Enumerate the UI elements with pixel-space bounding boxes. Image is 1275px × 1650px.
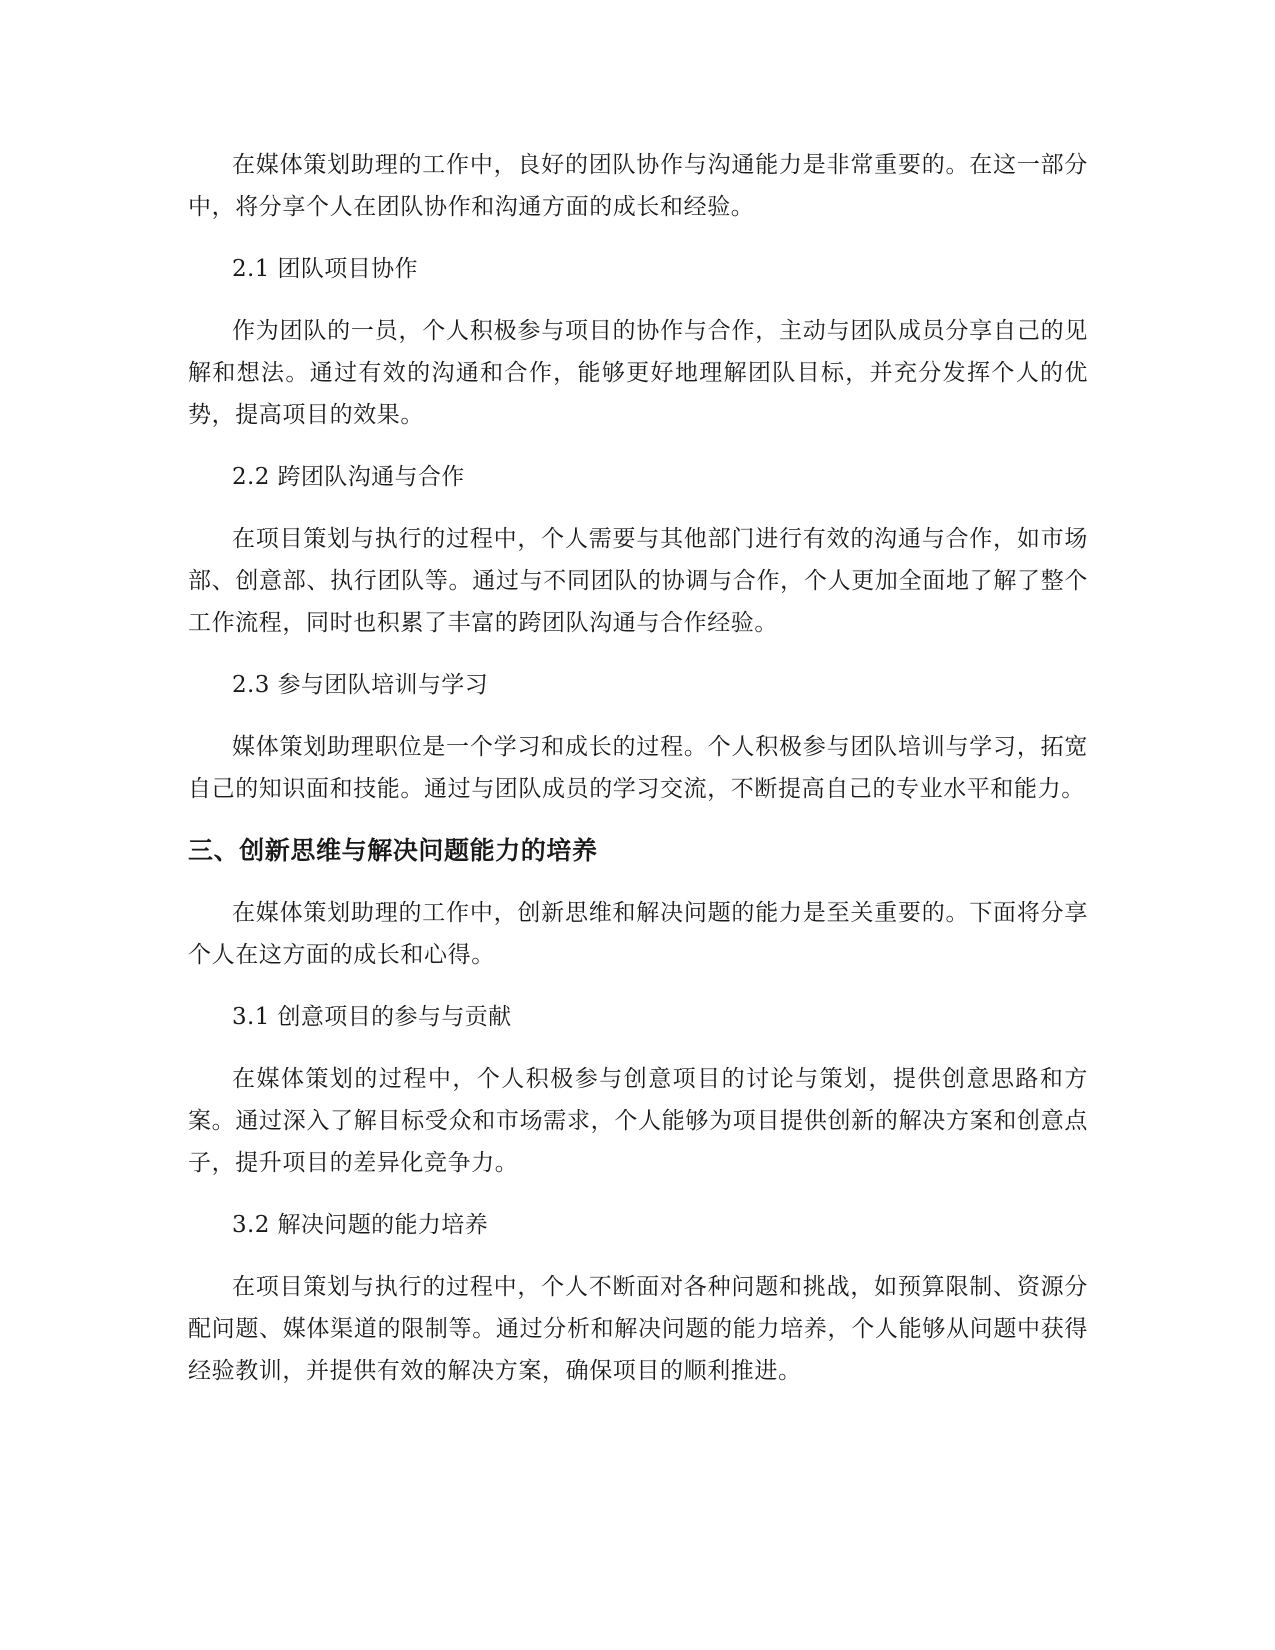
subheading-2-2: 2.2 跨团队沟通与合作 [232,464,465,490]
subheading-2-3: 2.3 参与团队培训与学习 [232,672,489,698]
paragraph-intro-section-3: 在媒体策划助理的工作中，创新思维和解决问题的能力是至关重要的。下面将分享个人在这方面的成长和心得。 [188,900,1088,968]
paragraph-2-1: 作为团队的一员，个人积极参与项目的协作与合作，主动与团队成员分享自己的见解和想法。通过有效的沟通和合作，能够更好地理解团队目标，并充分发挥个人的优势，提高项目的效果。 [188,318,1088,428]
paragraph-3-1: 在媒体策划的过程中，个人积极参与创意项目的讨论与策划，提供创意思路和方案。通过深入了解目标受众和市场需求，个人能够为项目提供创新的解决方案和创意点子，提升项目的差异化竞争力。 [188,1066,1088,1176]
subheading-2-1: 2.1 团队项目协作 [232,256,418,282]
subheading-3-1: 3.1 创意项目的参与与贡献 [232,1004,512,1030]
paragraph-2-2: 在项目策划与执行的过程中，个人需要与其他部门进行有效的沟通与合作，如市场部、创意部、执行团队等。通过与不同团队的协调与合作，个人更加全面地了解了整个工作流程，同时也积累了丰富的跨团队沟通与合作经验。 [188,526,1088,636]
paragraph-2-3: 媒体策划助理职位是一个学习和成长的过程。个人积极参与团队培训与学习，拓宽自己的知识面和技能。通过与团队成员的学习交流，不断提高自己的专业水平和能力。 [188,734,1088,802]
paragraph-intro-section-2: 在媒体策划助理的工作中，良好的团队协作与沟通能力是非常重要的。在这一部分中，将分享个人在团队协作和沟通方面的成长和经验。 [188,152,1088,220]
paragraph-3-2: 在项目策划与执行的过程中，个人不断面对各种问题和挑战，如预算限制、资源分配问题、媒体渠道的限制等。通过分析和解决问题的能力培养，个人能够从问题中获得经验教训，并提供有效的解决方案，确保项目的顺利推进。 [188,1274,1088,1384]
document-body [188,144,1088,1412]
subheading-3-2: 3.2 解决问题的能力培养 [232,1212,489,1238]
section-3-title: 三、创新思维与解决问题能力的培养 [188,836,598,865]
